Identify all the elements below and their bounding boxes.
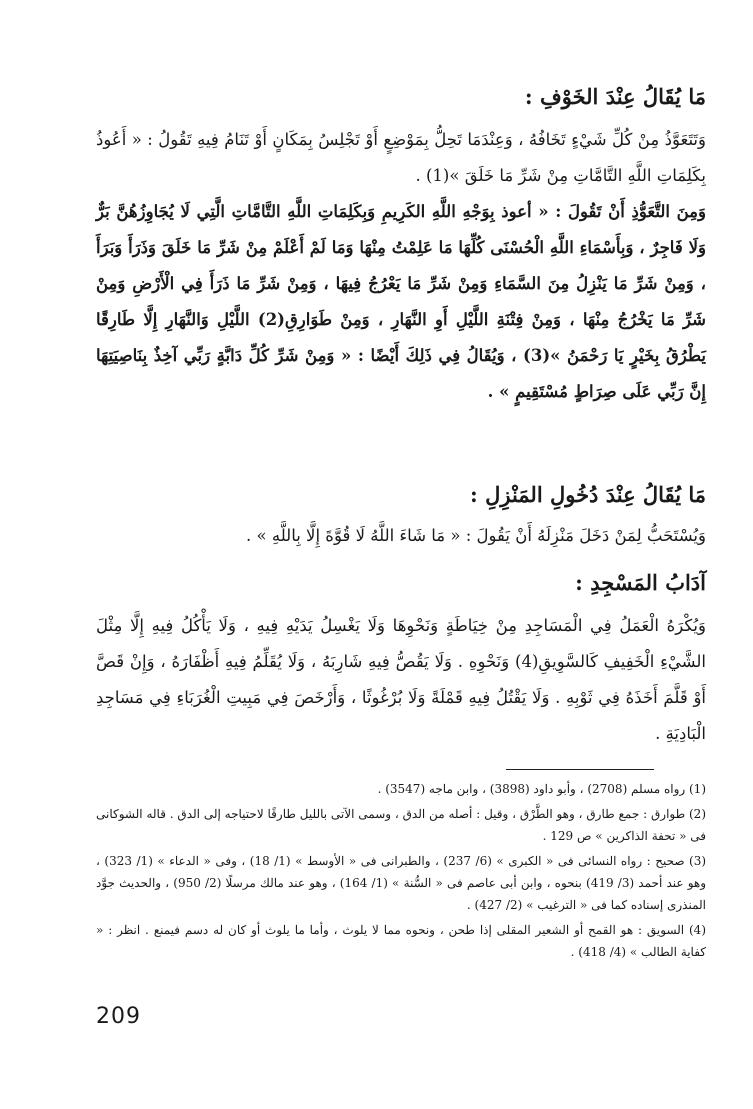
footnote-separator <box>506 769 654 770</box>
section-heading-mosque-etiquette: آدَابُ المَسْجِدِ : <box>575 570 706 595</box>
page-number: 209 <box>96 1004 141 1029</box>
section-heading-fear: مَا يُقَالُ عِنْدَ الخَوْفِ : <box>524 84 706 109</box>
paragraph-fear-intro: وَتَتَعَوَّذُ مِنْ كُلِّ شَيْءٍ تَخَافُهُ ، وَعِنْدَمَا تَحِلُّ بِمَوْضِعٍ أَوْ تَجْلِسُ بِمَكَانٍ أَوْ تَنَامُ فِيهِ تَقُولُ : « أَعُوذُ بِكَلِمَاتِ اللَّهِ التَّامَّاتِ مِنْ شَرِّ مَا خَلَقَ »(1) . <box>96 130 706 185</box>
footnotes <box>96 778 706 966</box>
footnote-4: (4) السويق : هو القمح أو الشعير المقلى إذا طحن ، ونحوه مما لا يلوث ، وأما ما يلوث أو كان له دسم فيمنع . انظر : « كفاية الطالب » (4/ 418) . <box>96 923 706 959</box>
footnote-3: (3) صحيح : رواه النسائى فى « الكبرى » (6/ 237) ، والطبرانى فى « الأوسط » (1/ 18) ، وفى « الدعاء » (1/ 323) ، وهو عند أحمد (3/ 419) بنحوه ، وابن أبى عاصم فى « السُّنة » (1/ 164) ، وهو عند مالك مرسلًا (2/ 950) ، والحديث جوَّد المنذرى إسناده كما فى « الترغيب » (2/ 427) . <box>96 854 707 912</box>
footnote-2: (2) طوارق : جمع طارق ، وهو الطَّرْق ، وقيل : أصله من الدق ، وسمى الآتى بالليل طارقًا لاحتياجه إلى الدق . قاله الشوكانى فى « تحفة الذاكرين » ص 129 . <box>96 807 706 843</box>
paragraph-seeking-refuge: وَمِنَ التَّعَوُّذِ أَنْ تَقُولَ : « أعوذ بِوَجْهِ اللَّهِ الكَرِيمِ وَبِكَلِمَاتِ اللَّهِ التَّامَّاتِ الَّتِي لَا يُجَاوِزُهُنَّ بَرٌّ وَلَا فَاجِرٌ ، وَبِأَسْمَاءِ اللَّهِ الْحُسْنَى كُلِّهَا مَا عَلِمْتُ مِنْهَا وَمَا لَمْ أَعْلَمْ مِنْ شَرِّ مَا خَلَقَ وَذَرَأَ وَبَرَأَ ، وَمِنْ شَرِّ مَا يَنْزِلُ مِنَ السَّمَاءِ وَمِنْ شَرِّ مَا يَعْرُجُ فِيهَا ، وَمِنْ شَرِّ مَا ذَرَأَ فِي الْأَرْضِ وَمِنْ شَرِّ مَا يَخْرُجُ مِنْهَا ، وَمِنْ فِتْنَةِ اللَّيْلِ أَوِ النَّهَارِ ، وَمِنْ طَوَارِقِ(2) اللَّيْلِ وَالنَّهَارِ إِلَّا طَارِقًا يَطْرُقُ بِخَيْرٍ يَا رَحْمَنُ »(3) ، وَيُقَالُ فِي ذَلِكَ أَيْضًا : « وَمِنْ شَرِّ كُلِّ دَابَّةٍ رَبِّي آخِذٌ بِنَاصِيَتِهَا إِنَّ رَبِّي عَلَى صِرَاطٍ مُسْتَقِيمٍ » . <box>96 202 706 401</box>
paragraph-mosque-etiquette: وَيُكْرَهُ الْعَمَلُ فِي الْمَسَاجِدِ مِنْ خِيَاطَةٍ وَنَحْوِهَا وَلَا يَغْسِلُ يَدَيْهِ فِيهِ ، وَلَا يَأْكُلُ فِيهِ إِلَّا مِثْلَ الشَّيْءِ الْخَفِيفِ كَالسَّوِيقِ(4) وَنَحْوِهِ . وَلَا يَقُصُّ فِيهِ شَارِبَهُ ، وَلَا يُقَلِّمُ فِيهِ أَظْفَارَهُ ، وَإِنْ قَصَّ أَوْ قَلَّمَ أَخَذَهُ فِي ثَوْبِهِ . وَلَا يَقْتُلُ فِيهِ قَمْلَةً وَلَا بُرْغُوثًا ، وَأَرْخَصَ فِي مَبِيتِ الْغُرَبَاءِ فِي مَسَاجِدِ الْبَادِيَةِ . <box>96 616 707 743</box>
footnote-1: (1) رواه مسلم (2708) ، وأبو داود (3898) ، وابن ماجه (3547) . <box>377 782 706 796</box>
paragraph-entering-home: وَيُسْتَحَبُّ لِمَنْ دَخَلَ مَنْزِلَهُ أَنْ يَقُولَ : « مَا شَاءَ اللَّهُ لَا قُوَّةَ إِلَّا بِاللَّهِ » . <box>246 526 706 545</box>
section-heading-entering-home: مَا يُقَالُ عِنْدَ دُخُولِ المَنْزِلِ : <box>470 482 706 507</box>
